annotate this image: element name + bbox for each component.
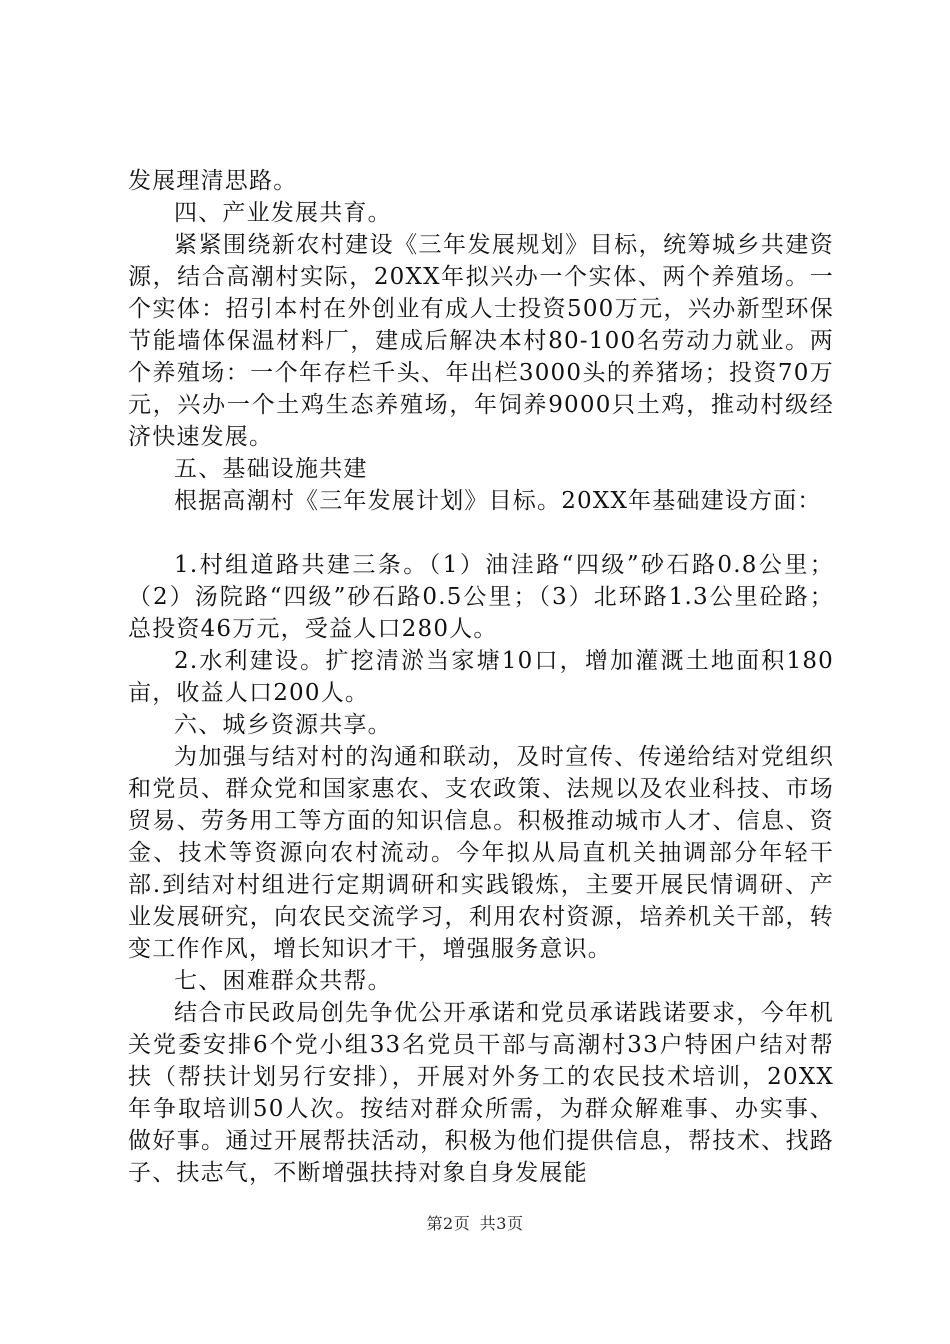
page-total: 共3页: [479, 1214, 524, 1233]
section-heading-resources: 六、城乡资源共享。: [174, 712, 392, 738]
paragraph-roads: 1.村组道路共建三条。（1）油洼路“四级”砂石路0.8公里；（2）汤院路“四级”砂石路0.5公里；（3）北环路1.3公里砼路；总投资46万元，受益人口280人。: [128, 552, 834, 642]
section-heading-infrastructure: 五、基础设施共建: [174, 456, 368, 482]
paragraph-resources: 为加强与结对村的沟通和联动，及时宣传、传递给结对党组织和党员、群众党和国家惠农、支农政策、法规以及农业科技、市场贸易、劳务用工等方面的知识信息。积极推动城市人才、信息、资金、技术等资源向农村流动。今年拟从局直机关抽调部分年轻干部.到结对村组进行定期调研和实践锻炼，主要开展民情调研、产业发展研究，向农民交流学习，利用农村资源，培养机关干部，转变工作作风，增长知识才干，增强服务意识。: [128, 744, 834, 962]
document-body: [128, 165, 834, 1189]
section-heading-industry: 四、产业发展共育。: [174, 200, 392, 226]
paragraph-industry: 紧紧围绕新农村建设《三年发展规划》目标，统筹城乡共建资源，结合高潮村实际，20XX年拟兴办一个实体、两个养殖场。一个实体：招引本村在外创业有成人士投资500万元，兴办新型环保节能墙体保温材料厂，建成后解决本村80-100名劳动力就业。两个养殖场：一个年存栏千头、年出栏3000头的养猪场；投资70万元，兴办一个土鸡生态养殖场，年饲养9000只土鸡，推动村级经济快速发展。: [128, 232, 834, 450]
paragraph-assistance: 结合市民政局创先争优公开承诺和党员承诺践诺要求，今年机关党委安排6个党小组33名党员干部与高潮村33户特困户结对帮扶（帮扶计划另行安排），开展对外务工的农民技术培训，20XX年争取培训50人次。按结对群众所需，为群众解难事、办实事、做好事。通过开展帮扶活动，积极为他们提供信息，帮技术、找路子、扶志气，不断增强扶持对象自身发展能: [128, 1000, 834, 1186]
paragraph-continuation: 发展理清思路。: [128, 168, 298, 194]
paragraph-infrastructure-intro: 根据高潮村《三年发展计划》目标。20XX年基础建设方面：: [174, 488, 822, 514]
page-footer: [0, 1213, 950, 1235]
page-number: 第2页: [426, 1214, 471, 1233]
section-heading-assistance: 七、困难群众共帮。: [174, 968, 392, 994]
paragraph-water: 2.水利建设。扩挖清淤当家塘10口，增加灌溉土地面积180亩，收益人口200人。: [128, 648, 834, 706]
